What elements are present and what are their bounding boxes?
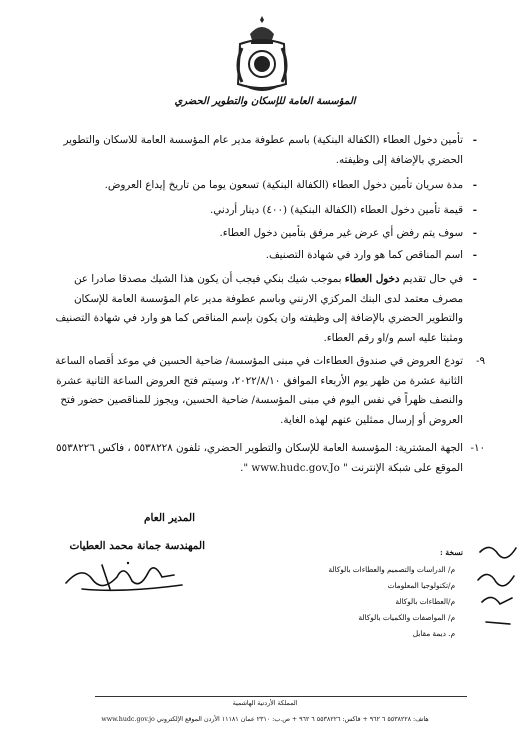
section-10 bbox=[38, 439, 485, 459]
bullet-dash: - bbox=[472, 227, 477, 239]
bullet-dash: - bbox=[472, 204, 477, 216]
list-item bbox=[48, 201, 477, 221]
list-item bbox=[48, 131, 477, 170]
list-item bbox=[48, 270, 477, 348]
cc-item: م/ المواصفات والكميات بالوكالة bbox=[358, 613, 455, 622]
list-item bbox=[48, 224, 477, 244]
section-text: تودع العروض في صندوق العطاءات في مبنى المؤسسة/ ضاحية الحسين في موعد أقصاه الساعة الثانية عشرة من ظهر يوم الأربعاء الموافق ٢٠٢٢/٨/١٠، وسيتم فتح العروض الساعة الثانية عشرة والنصف ظهراً في نفس اليوم في مبنى المؤسسة/ ضاحية الحسين، ويجوز للمناقصين حضور فتح العروض أو إرسال ممثلين عنهم لهذه الغاية. bbox=[55, 355, 463, 426]
cc-item: م/ الدراسات والتصميم والعطاءات بالوكالة bbox=[328, 565, 455, 574]
bullet-dash: - bbox=[472, 249, 477, 261]
bullet-dash: - bbox=[472, 134, 477, 146]
cc-item: م/تكنولوجيا المعلومات bbox=[387, 581, 455, 590]
section-number: ١٠- bbox=[470, 442, 485, 454]
cc-item: م/العطاءات بالوكالة bbox=[395, 597, 455, 606]
cc-label: نسخة : bbox=[439, 548, 463, 557]
hashemite-crown-emblem-icon bbox=[232, 14, 292, 94]
bullet-dash: - bbox=[472, 273, 477, 285]
signatory-name: المهندسة جمانة محمد العطيات bbox=[69, 540, 205, 552]
bullet-dash: - bbox=[472, 179, 477, 191]
footer-divider bbox=[95, 696, 467, 697]
list-item-text: تأمين دخول العطاء (الكفالة البنكية) باسم عطوفة مدير عام المؤسسة العامة للاسكان والتطوير الحضري بالإضافة إلى وظيفته. bbox=[63, 134, 463, 166]
list-item-text: مدة سريان تأمين دخول العطاء (الكفالة البنكية) تسعون يوما من تاريخ إيداع العروض. bbox=[104, 179, 463, 191]
section-number: ٩- bbox=[475, 355, 485, 367]
website-line bbox=[38, 459, 463, 479]
cc-list bbox=[225, 562, 455, 642]
footer-contact: هاتف: ٥٥٣٨٢٢٨ ٦ ٩٦٢ + فاكس: ٥٥٣٨٢٢٦ ٦ ٩٦٢ + ص.ب: ٢٣١٠ عمان ١١١٨١ الأردن الموقع الإلكتروني www.hudc.gov.jo bbox=[101, 716, 429, 723]
list-item-text: سوف يتم رفض أي عرض غير مرفق بتأمين دخول العطاء. bbox=[219, 227, 463, 239]
cc-item: م. ديمة مقابل bbox=[412, 629, 455, 638]
section-text: الجهة المشترية: المؤسسة العامة للإسكان والتطوير الحضري، تلفون ٥٥٣٨٢٢٨ ، فاكس ٥٥٣٨٢٢٦ bbox=[56, 442, 463, 454]
list-item-text: قيمة تأمين دخول العطاء (الكفالة البنكية) (٤٠٠) دينار أردني. bbox=[210, 204, 463, 216]
handwritten-signature bbox=[62, 555, 192, 595]
section-9 bbox=[38, 352, 485, 430]
footer-country: المملكة الأردنية الهاشمية bbox=[232, 700, 298, 707]
list-item-text: اسم المناقص كما هو وارد في شهادة التصنيف. bbox=[265, 249, 463, 261]
list-item-text: بموجب شيك بنكي فيجب أن يكون هذا الشيك مصدقا صادرا عن مصرف معتمد لدى البنك المركزي الارنني وباسم عطوفة مدير عام المؤسسة العامة للإسكان والتطوير الحضري بالإضافة إلى وظيفته وان يكون بإسم المناقص كما هو وارد في شهادة التصنيف ومثبتا عليه اسم و/او رقم العطاء. bbox=[55, 273, 463, 344]
signatory-title: المدير العام bbox=[144, 512, 195, 524]
list-item-text: في حال تقديم bbox=[399, 273, 463, 285]
list-item bbox=[48, 176, 477, 196]
cc-initials-scribble bbox=[472, 540, 522, 630]
organization-name: المؤسسة العامة للإسكان والتطوير الحضري bbox=[174, 96, 356, 107]
list-item bbox=[48, 246, 477, 266]
website-text: الموقع على شبكة الإنترنت " www.hudc.gov.Jo ". bbox=[240, 462, 463, 474]
emphasized-text: دخول العطاء bbox=[344, 273, 400, 285]
